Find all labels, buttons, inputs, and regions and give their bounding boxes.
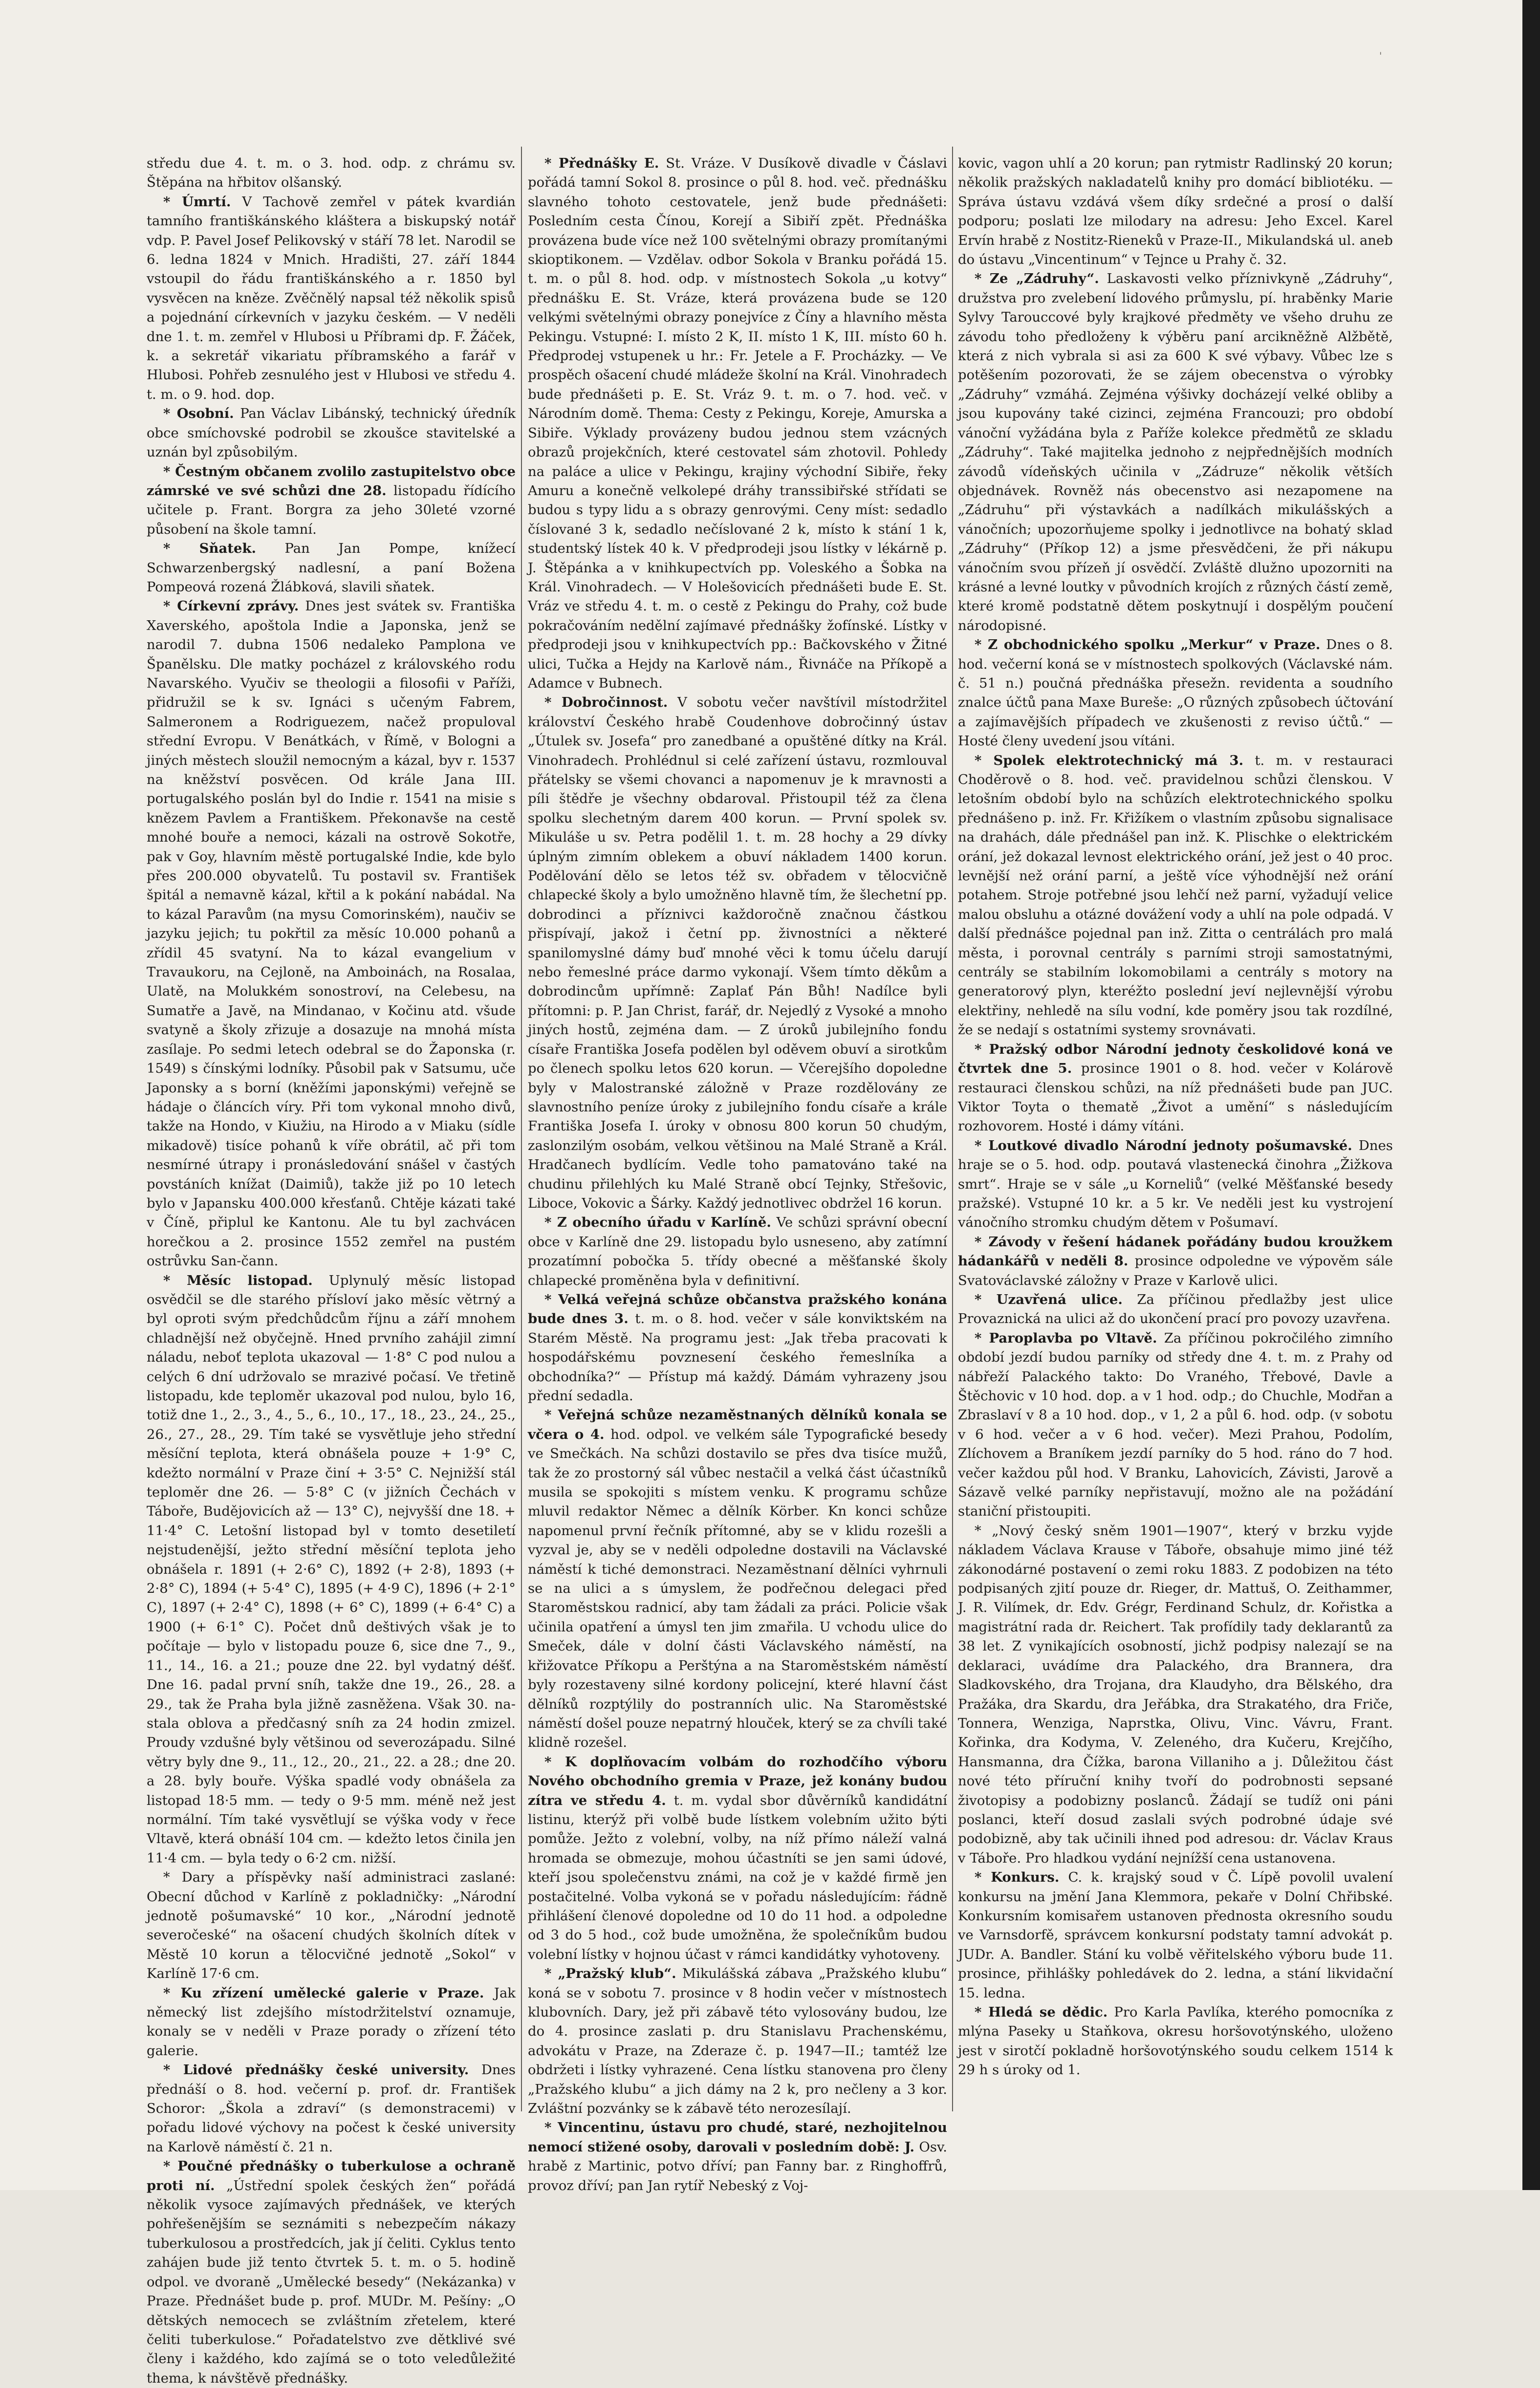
article-paragraph: * Vincentinu, ústavu pro chudé, staré, nezhojitelnou nemocí stižené osoby, darovali v posledním době: J. Osv. hrabě z Martinic, potvo dříví; pan Fanny bar. z Ringhoffrů, provoz dříví; pan Jan rytíř Nebeský z Voj- — [528, 2120, 947, 2193]
column-rule — [952, 147, 953, 2111]
article-paragraph: * K doplňovacím volbám do rozhodčího výboru Nového obchodního gremia v Praze, jež konány budou zítra ve středu 4. t. m. vydal sbor důvěrníků kandidátní listinu, kterýž při volbě bude lístkem volebním užito býti pomůže. Ježto z volební, volby, na níž přímo náleží valná hromada se obmezuje, mohou účastníti se jen sami údové, kteří jsou společenstvu známi, na což je v každé firmě jen postačitelné. Volba vykoná se v pořadu následujícím: řádně přihlášení členové dopoledne od 10 do 11 hod. a odpoledne od 3 do 5 hod., což bude umožněna, že společníkům budou volební lístky v hojnou účast v rámci kandidátky vyhotoveny. — [528, 1754, 947, 1962]
article-paragraph: * Lidové přednášky české university. Dnes přednáší o 8. hod. večerní p. prof. dr. František Schoror: „Škola a zdraví“ (s demonstracemi) v pořadu lidové výchovy na počest k české university na Karlově náměstí č. 21 n. — [147, 2062, 516, 2155]
article-paragraph: * Úmrtí. V Tachově zemřel v pátek kvardián tamního františkánského kláštera a biskupský notář vdp. P. Pavel Josef Pelikovský v stáří 78 let. Narodil se 6. ledna 1824 v Mnich. Hradišti, 27. září 1844 vstoupil do řádu františkánského a r. 1850 byl vysvěcen na kněze. Zvěčnělý napsal též několik spisů a pojednání církevních v jazyku českém. — V neděli dne 1. t. m. zemřel v Hlubosi u Příbrami dp. F. Žáček, k. a sekretář vikariatu příbramského a farář v Hlubosi. Pohřeb zesnulého jest v Hlubosi ve středu 4. t. m. o 9. hod. dop. — [147, 194, 516, 402]
article-paragraph: * „Nový český sněm 1901—1907“, který v brzku vyjde nákladem Václava Krause v Táboře, obsahuje mimo jiné též zákonodárné postavení o zemi roku 1883. Z podobizen na této podpisaných zjití pouze dr. Rieger, dr. Mattuš, O. Zeithammer, J. R. Vilímek, dr. Edv. Grégr, Ferdinand Schulz, dr. Kořistka a magistrátní rada dr. Reichert. Tak profídily tady deklarantů za 38 let. Z vynikajících osobností, jichž podpisy nalezají se na deklaraci, uvádíme dra Palackého, dra Brannera, dra Sladkovského, dra Trojana, dra Klaudyho, dra Bělského, dra Pražáka, dra Skardu, dra Jeřábka, dra Strakatého, dra Friče, Tonnera, Wenziga, Naprstka, Olivu, Vinc. Vávru, Frant. Kořinka, dra Kodyma, V. Zeleného, dra Kučeru, Krejčího, Hansmanna, dra Čížka, barona Villaniho a j. Důležitou část nové této příruční knihy tvoří do podrobnosti sepsané životopisy a podobizny poslanců. Žádají se tudíž oni páni poslanci, kteří dosud zaslali svých podrobné údaje své podobizně, aby tak učinili ihned pod adresou: dr. Václav Kraus v Táboře. Pro hladkou vydání nejnížší cena ustanovena. — [958, 1522, 1393, 1866]
article-paragraph: * Pražský odbor Národní jednoty českolidové koná ve čtvrtek dne 5. prosince 1901 o 8. hod. večer v Kolárově restauraci členskou schůzi, na níž přednášeti bude pan JUC. Viktor Toyta o thematě „Život a umění“ s následujícím rozhovorem. Hosté i dámy vítáni. — [958, 1041, 1393, 1134]
article-paragraph: kovic, vagon uhlí a 20 korun; pan rytmistr Radlinský 20 korun; několik pražských nakladatelů knihy pro domácí bibliotéku. — Správa ústavu vzdává všem díky srdečné a prosí o další podporu; poslati lze milodary na adresu: Jeho Excel. Karel Ervín hrabě z Nostitz-Rieneků v Praze-II., Mikulandská ul. aneb do ústavu „Vincentinum“ v Tejnce u Prahy č. 32. — [958, 155, 1393, 268]
article-paragraph: středu due 4. t. m. o 3. hod. odp. z chrámu sv. Štěpána na hřbitov olšanský. — [147, 155, 516, 191]
article-paragraph: * Paroplavba po Vltavě. Za příčinou pokročilého zimního období jezdí budou parníky od středy dne 4. t. m. z Prahy od nábřeží Palackého takto: Do Vraného, Třebové, Davle a Štěchovic v 10 hod. dop. a v 1 hod. odp.; do Chuchle, Modřan a Zbraslaví v 8 a 10 hod. dop., v 1, 2 a půl 6. hod. odp. (v sobotu v 6 hod. večer a v 6 hod. večer). Mezi Prahou, Podolím, Zlíchovem a Braníkem jezdí parníky do 5 hod. ráno do 7 hod. večer každou půl hod. V Branku, Lahovicích, Závisti, Jarově a Sázavě velké parníky nepřistavují, možno ale na požádání staniční přistoupiti. — [958, 1330, 1393, 1520]
article-paragraph: * Uzavřená ulice. Za příčinou předlažby jest ulice Provaznická na ulici až do ukončení prací pro povozy uzavřena. — [958, 1291, 1393, 1327]
article-paragraph: * Velká veřejná schůze občanstva pražského konána bude dnes 3. t. m. o 8. hod. večer v sále konviktském na Starém Městě. Na programu jest: „Jak třeba pracovati k hospodářskému povznesení českého řemeslníka a obchodníka?“ — Přístup má každý. Dámám vyhrazeny jsou přední sedadla. — [528, 1291, 947, 1404]
scan-edge-right — [1522, 0, 1540, 2190]
article-paragraph: * Závody v řešení hádanek pořádány budou kroužkem hádankářů v neděli 8. prosince odpoledne ve výpověm sále Svatováclavské záložny v Praze v Karlově ulici. — [958, 1234, 1393, 1288]
article-paragraph: * Loutkové divadlo Národní jednoty pošumavské. Dnes hraje se o 5. hod. odp. poutavá vlastenecká činohra „Žižkova smrt“. Hraje se v sále „u Korneliů“ (velké Měšťanské besedy pražské). Vstupné 10 kr. a 5 kr. Ve neděli jest ku vystrojení vánočního stromku chudým dětem v Pošumaví. — [958, 1137, 1393, 1231]
article-paragraph: * Čestným občanem zvolilo zastupitelstvo obce zámrské ve své schůzi dne 28. listopadu řídícího učitele p. Frant. Borgra za jeho 30leté vzorné působení na škole tamní. — [147, 463, 516, 537]
article-paragraph: * Veřejná schůze nezaměstnaných dělníků konala se včera o 4. hod. odpol. ve velkém sále Typografické besedy ve Smečkách. Na schůzi dostavilo se přes dva tisíce mužů, tak že zo prostorný sál vůbec nestačil a velká část účastníků musila se spokojiti s místem venku. K programu schůze mluvil redaktor Němec a dělník Körber. Kn konci schůze napomenul první řečník přítomné, aby se v klidu rozešli a vyzval je, aby se v neděli odpoledne dostavili na Václavské náměstí k tiché demonstraci. Nezaměstnaní dělníci vyhrnuli se na ulici a s úmyslem, že podřečnou delegaci před Staroměstskou radnicí, aby tam žádali za práci. Policie však učinila opatření a úmysl ten jim zmařila. U vchodu ulice do Smeček, dále v dolní části Václavského náměstí, na křižovatce Příkopu a Perštýna a na Staroměstském náměstí byly rozestaveny silné kordony policejní, které hlavní část dělníků rozptýlily do postranních ulic. Na Staroměstské náměstí došel pouze nepatrný hlouček, který se za chvíli také klidně rozešel. — [528, 1407, 947, 1751]
article-paragraph: * Ze „Zádruhy“. Laskavosti velko příznivkyně „Zádruhy“, družstva pro zvelebení lidového průmyslu, pí. hraběnky Marie Sylvy Tarouccové byly krajkové předměty ve všeho druhu ze závodu toho předloženy k výběru paní arcikněžně Alžbětě, která z nich vybrala si asi za 600 K své výbavy. Vůbec lze s potěšením pozorovati, že se zájem obecenstva o výrobky „Zádruhy“ vzmáhá. Zejména výšivky docházejí velké obliby a jsou kupovány také cizinci, zejména Francouzi; pro období vánoční vyžádána byla z Paříže kolekce předmětů ze skladu „Zádruhy“. Také majitelka jednoho z nejpřednějších modních závodů vídeňských učinila v „Zádruze“ několik větších objednávek. Rovněž nás obecenstvo asi nezapomene na „Zádruhu“ při výstavkách a nadílkách mikulášských a vánočních; upozorňujeme spolky i jednotlivce na bohatý sklad „Zádruhy“ (Příkop 12) a jsme přesvědčeni, že při nákupu vánočním svou přízeň jí osvědčí. Zvláště dlužno upozorniti na krásné a levné loutky v původních krojích z různých částí země, které kromě podstatně dětem poskytnují i dospělým poučení národopisné. — [958, 271, 1393, 633]
article-paragraph: * Dobročinnost. V sobotu večer navštívil místodržitel království Českého hrabě Coudenhove dobročinný ústav „Útulek sv. Josefa“ pro zanedbané a opuštěné dítky na Král. Vinohradech. Prohlédnul si celé zařízení ústavu, rozmlouval přátelsky se všemi chovanci a napomenuv je k mravnosti a píli štědře je všechny obdaroval. Přistoupil též za člena spolku slechetným darem 400 korun. — První spolek sv. Mikuláše u sv. Petra podělil 1. t. m. 28 hochy a 29 dívky úplným zimním oblekem a obuví nákladem 1400 korun. Podělování dělo se letos též sv. obřadem v tělocvičně chlapecké školy a bylo umožněno hlavně tím, že šlechetní pp. dobrodinci a příznivci každoročně značnou částkou přispívají, jakož i četní pp. živnostníci a některé spanilomyslné dámy buď mnohé věci k tomu účelu darují nebo řemeslné práce darmo vykonají. Všem tímto děkům a dobrodincům upřímně: Zaplať Pán Bůh! Nadílce byli přítomni: p. P. Jan Christ, farář, dr. Nejedlý z Vysoké a mnoho jiných hostů, zejména dam. — Z úroků jubilejního fondu císaře Františka Josefa podělen byl oděvem obuví a sirotkům po členech spolku letos 620 korun. — Včerejšího dopoledne byly v Malostranské záložně v Praze rozdělovány ze slavnostního peníze úroky z jubilejního fondu císaře a krále Františka Josefa I. úroky v obnosu 800 korun 50 chudým, zaslonzilým osobám, velkou většinou na Malé Straně a Král. Hradčanech bydlícím. Vedle toho pamatováno také na chudinu přilehlých ku Malé Straně obcí Tejnky, Střešovic, Liboce, Vokovic a Šárky. Každý jednotlivec obdržel 16 korun. — [528, 695, 947, 1211]
scan-mark: ' — [1379, 50, 1382, 62]
article-paragraph: * Sňatek. Pan Jan Pompe, knížecí Schwarzenbergský nadlesní, a paní Božena Pompeová rozená Žlábková, slavili sňatek. — [147, 541, 516, 595]
article-paragraph: * Osobní. Pan Václav Libánský, technický úředník obce smíchovské podrobil se zkoušce stavitelské a uznán byl způsobilým. — [147, 406, 516, 460]
article-paragraph: * Dary a příspěvky naší administraci zaslané: Obecní důchod v Karlíně z pokladničky: „Národní jednotě pošumavské“ 10 kor., „Národní jednotě severočeské“ na ošacení chudých školních dítek v Městě 10 korun a tělocvičné jednotě „Sokol“ v Karlíně 17·6 cm. — [147, 1869, 516, 1982]
article-paragraph: * Z obecního úřadu v Karlíně. Ve schůzi správní obecní obce v Karlíně dne 29. listopadu bylo usneseno, aby zatímní prozatímní pobočka 5. třídy obecné a měšťanské školy chlapecké proměněna byla v definitivní. — [528, 1215, 947, 1288]
column-rule — [521, 147, 522, 2111]
article-paragraph: * Měsíc listopad. Uplynulý měsíc listopad osvědčil se dle starého přísloví jako měsíc větrný a byl oproti svým předchůdcům říjnu a září mnohem chladnější než obyčejně. Hned prvního zahájil zimní náladu, neboť teplota ukazoval — 1·8° C pod nulou a celých 6 dní udržovalo se mrazivé počasí. Ve třetině listopadu, kde teploměr ukazoval pod nulou, bylo 16, totiž dne 1., 2., 3., 4., 5., 6., 10., 17., 18., 23., 24., 25., 26., 27., 28., 29. Tím také se vysvětluje jeho střední měsíční teplota, která obnášela pouze + 1·9° C, kdežto normální v Praze činí + 3·5° C. Nejnižší stál teploměr dne 26. — 5·8° C (v jižních Čechách v Táboře, Budějovicích až — 13° C), nejvyšší dne 18. + 11·4° C. Letošní listopad byl v tomto desetiletí nejstudenější, ježto střední měsíční teplota jeho obnášela r. 1891 (+ 2·6° C), 1892 (+ 2·8), 1893 (+ 2·8° C), 1894 (+ 5·4° C), 1895 (+ 4·9 C), 1896 (+ 2·1° C), 1897 (+ 2·4° C), 1898 (+ 6° C), 1899 (+ 6·4° C) a 1900 (+ 6·1° C). Počet dnů deštivých však je to počítaje — bylo v listopadu pouze 6, sice dne 7., 9., 11., 14., 16. a 21.; pouze dne 22. byl vydatný déšť. Dne 16. padal první sníh, takže dne 19., 26., 28. a 29., tak že Praha byla jižně zasněžena. Však 30. na-stala oblova a předčasný sníh za 24 hodin zmizel. Proudy vzdušné byly většinou od severozápadu. Silné větry byly dne 9., 11., 12., 20., 21., 22. a 28.; dne 20. a 28. byly bouře. Výška spadlé vody obnášela za listopad 18·5 mm. — tedy o 9·5 mm. méně než jest normální. Tím také vysvětlují se výška vody v řece Vltavě, která obnáší 104 cm. — kdežto letos činila jen 11·4 cm. — byla tedy o 6·2 cm. nižší. — [147, 1272, 516, 1866]
article-paragraph: * Přednášky E. St. Vráze. V Dusíkově divadle v Čáslavi pořádá tamní Sokol 8. prosince o půl 8. hod. več. přednášku slavného tohoto cestovatele, jenž bude přednášeti: Posledním cesta Čínou, Korejí a Sibiří zpět. Přednáška provázena bude více než 100 světelnými obrazy promítanými skioptikonem. — Vzdělav. odbor Sokola v Branku pořádá 15. t. m. o půl 8. hod. odp. v místnostech Sokola „u kotvy“ přednášku E. St. Vráze, která provázena bude se 120 velkými světelnými obrazy ponejvíce z Číny a hlavního města Pekingu. Vstupné: I. místo 2 K, II. místo 1 K, III. místo 60 h. Předprodej vstupenek u hr.: Fr. Jetele a F. Procházky. — Ve prospěch ošacení chudé mládeže školní na Král. Vinohradech bude přednášeti p. E. St. Vráz 9. t. m. o 7. hod. več. v Národním domě. Thema: Cesty z Pekingu, Koreje, Amurska a Sibiře. Výklady provázeny budou jednou stem vzácných obrazů projekčních, které cestovatel sám zhotovil. Pohledy na paláce a ulice v Pekingu, krajiny východní Sibiře, řeky Amuru a konečně velkolepé dráhy transsibiřské střídati se budou s typy lidu a s obrazy genrovými. Ceny míst: sedadlo číslované 3 k, sedadlo nečíslované 2 k, místo k stání 1 k, studentský lístek 40 k. V předprodeji jsou lístky v lékárně p. J. Štěpánka a v knihkupectvích pp. Voleského a Šobka na Král. Vinohradech. — V Holešovicích přednášeti bude E. St. Vráz ve středu 4. t. m. o cestě z Pekingu do Prahy, což bude pokračováním nedělní zajímavé přednášky žofínské. Lístky v předprodeji jsou v knihkupectvích pp.: Bačkovského v Žitné ulici, Tučka a Hejdy na Karlově nám., Řivnáče na Příkopě a Adamce v Bubnech. — [528, 155, 947, 691]
article-paragraph: * „Pražský klub“. Mikulášská zábava „Pražského klubu“ koná se v sobotu 7. prosince v 8 hodin večer v místnostech klubovních. Dary, jež při zábavě této vylosovány budou, lze do 4. prosince zaslati p. dru Stanislavu Prachenskému, advokátu v Praze, na Zderaze č. p. 1947—II.; tamtéž lze obdržeti i lístky vyhrazené. Cena lístku stanovena pro členy „Pražského klubu“ a jich dámy na 2 k, pro nečleny a 3 kor. Zvláštní pozvánky se k zábavě této nerozesílají. — [528, 1966, 947, 2117]
article-paragraph: * Církevní zprávy. Dnes jest svátek sv. Františka Xaverského, apoštola Indie a Japonska, jenž se narodil 7. dubna 1506 nedaleko Pamplona ve Španělsku. Dle matky pocházel z královského rodu Navarského. Vyučiv se theologii a filosofii v Paříži, přidružil se k sv. Ignáci s učeným Fabrem, Salmeronem a Rodriguezem, načež propuloval střední Evropu. V Benátkách, v Římě, v Bologni a jiných městech sloužil nemocným a kázal, byv r. 1537 na kněžství posvěcen. Od krále Jana III. portugalského poslán byl do Indie r. 1541 na misie s knězem Pavlem a Františkem. Překonavše na cestě mnohé bouře a nemoci, kázali na ostrově Sokotře, pak v Goy, hlavním městě portugalské Indie, kde bylo přes 200.000 obyvatelů. Tu postavil sv. František špitál a nemavně kázal, křtil a k pokání nabádal. Na to kázal Paravům (na mysu Comorinském), naučiv se jazyku jejich; tu pokřtil za měsíc 10.000 pohanů a zřídil 45 svatyní. Na to kázal evangelium v Travaukoru, na Cejloně, na Amboinách, na Rosalaa, Ulatě, na Molukkém sonostroví, na Celebesu, na Sumatře a Javě, na Mindanao, v Kočinu atd. všude svatyně a školy zřizuje a dosazuje na mnohá místa zasílaje. Po sedmi letech odebral se do Žaponska (r. 1549) s čínskými lodníky. Působil pak v Satsumu, uče Japonsky a s borní (kněžími japonskými) veřejně se hádaje o článcích víry. Při tom vykonal mnoho divů, takže na Hondo, v Kiužiu, na Hirodo a v Miaku (sídle mikadově) tisíce pohanů k víře obrátil, ač při tom nesmírné útrapy i pronásledování snášel v častých povstáních knížat (Daimiů), takže již po 10 letech bylo v Japansku 400.000 křesťanů. Chtěje kázati také v Číně, připlul ke Kantonu. Ale tu byl zachvácen horečkou a 2. prosince 1552 zemřel na pustém ostrůvku San-čann. — [147, 598, 516, 1269]
article-paragraph: * Hledá se dědic. Pro Karla Pavlíka, kterého pomocníka z mlýna Paseky u Staňkova, okresu horšovotýnského, uloženo jest v sirotčí pokladně horšovotýnského soudu celkem 1514 k 29 h s úroky od 1. — [958, 2004, 1393, 2078]
column-2 — [528, 154, 947, 2193]
column-3 — [958, 154, 1393, 2104]
article-paragraph: * Z obchodnického spolku „Merkur“ v Praze. Dnes o 8. hod. večerní koná se v místnostech spolkových (Václavské nám. č. 51 n.) poučná přednáška přesežn. revidenta a soudního znalce účtů pana Maxe Bureše: „O různých způsobech účtování a zajímavějších případech ve zkušenosti z reviso účtů.“ — Hosté členy uvedení jsou vítáni. — [958, 637, 1393, 749]
article-paragraph: * Ku zřízení umělecké galerie v Praze. Jak německý list zdejšího místodržitelství oznamuje, konaly se v neděli v Praze porady o zřízení této galerie. — [147, 1985, 516, 2059]
article-paragraph: * Konkurs. C. k. krajský soud v Č. Lípě povolil uvalení konkursu na jmění Jana Klemmora, pekaře v Dolní Chřibské. Konkursním komisařem ustanoven přednosta okresního soudu ve Varnsdorfě, správcem konkursní podstaty tamní advokát p. JUDr. A. Bandler. Stání ku volbě věřitelského výboru bude 11. prosince, přihlášky pohledávek do 2. ledna, a stání likvidační 15. ledna. — [958, 1869, 1393, 2001]
article-paragraph: * Poučné přednášky o tuberkulose a ochraně proti ní. „Ústřední spolek českých žen“ pořádá několik vysoce zajímavých přednášek, ve kterých pohřešenějším se seznámiti s nebezpečím nákazy tuberkulosou a prostředcích, jak jí čeliti. Cyklus tento zahájen bude již tento čtvrtek 5. t. m. o 5. hodině odpol. ve dvoraně „Umělecké besedy“ (Nekázanka) v Praze. Přednášet bude p. prof. MUDr. M. Pešíny: „O dětských nemocech se zvláštním zřetelem, které čeliti tuberkulose.“ Pořadatelstvo zve dětklivé své členy i každého, kdo zajímá se o toto veledůležité thema, k návštěvě přednášky. — [147, 2158, 516, 2386]
column-1 — [147, 154, 516, 2386]
article-paragraph: * Spolek elektrotechnický má 3. t. m. v restauraci Choděrově o 8. hod. več. pravidelnou schůzi členskou. V letošním období bylo na schůzích elektrotechnického spolku přednášeno p. inž. Fr. Křižíkem o vlastním způsobu signalisace na drahách, dále přednášel pan inž. K. Plischke o elektrickém orání, jež dokazal levnost elektrického orání, jež jest o 40 proc. levnější než orání parní, a ještě více výhodnější než orání potahem. Stroje potřebné jsou lehčí než parní, vyžadují velice malou obsluhu a otázné dovážení vody a uhlí na pole odpadá. V další přednášce pojednal pan inž. Zitta o centrálách pro malá města, i porovnal centrály s parními stroji samostatnými, centrály se stabilním lokomobilami a centrály s motory na generatorový plyn, kteréžto poslední jeví nejlevnější výrobu elektřiny, nehledě na sílu vodní, kde poměry jsou tak rozdílné, že se nedají s ostatními systemy srovnávati. — [958, 752, 1393, 1038]
